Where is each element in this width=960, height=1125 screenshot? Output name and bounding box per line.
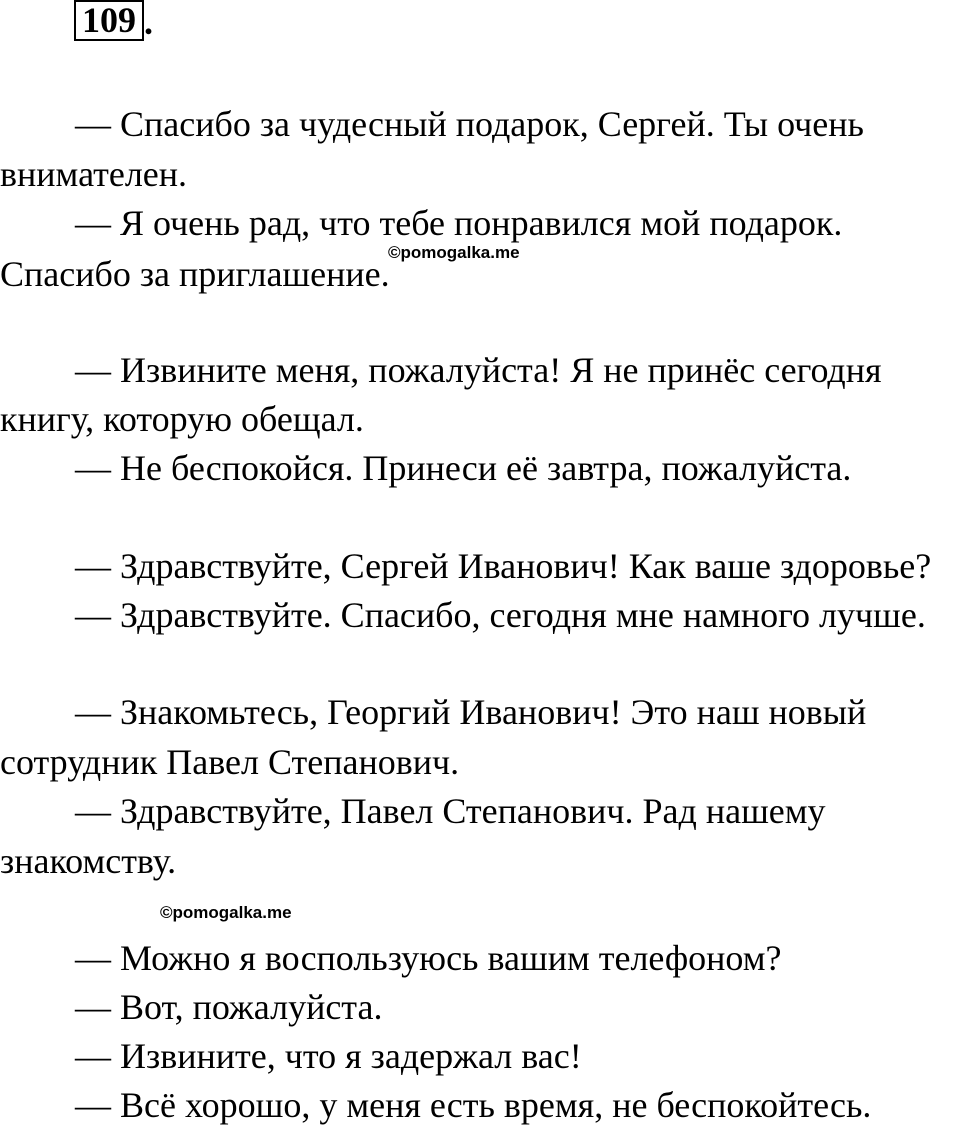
exercise-number [74,0,153,42]
watermark: ©pomogalka.me [160,903,292,922]
dialogue-line-continuation: внимателен. [0,154,188,194]
dialogue-line: — Спасибо за чудесный подарок, Сергей. Ты очень [75,104,864,144]
dialogue-line: — Здравствуйте. Спасибо, сегодня мне намного лучше. [75,595,926,635]
dialogue-line: — Всё хорошо, у меня есть время, не беспокойтесь. [75,1085,872,1125]
dialogue-line: — Здравствуйте, Павел Степанович. Рад нашему [75,791,826,831]
dialogue-line: — Здравствуйте, Сергей Иванович! Как ваше здоровье? [75,546,932,586]
exercise-number-dot: . [144,2,153,42]
dialogue-line: — Я очень рад, что тебе понравился мой подарок. [75,203,843,243]
dialogue-line: — Извините меня, пожалуйста! Я не принёс сегодня [75,350,882,390]
dialogue-line: — Можно я воспользуюсь вашим телефоном? [75,938,782,978]
dialogue-line-continuation: книгу, которую обещал. [0,399,364,439]
dialogue-line: — Не беспокойся. Принеси её завтра, пожалуйста. [75,448,852,488]
exercise-number-box: 109 [74,0,144,41]
dialogue-line: — Знакомьтесь, Георгий Иванович! Это наш новый [75,692,867,732]
dialogue-line: — Извините, что я задержал вас! [75,1036,582,1076]
dialogue-line-continuation: сотрудник Павел Степанович. [0,742,460,782]
dialogue-line-continuation: знакомству. [0,841,177,881]
watermark: ©pomogalka.me [388,243,520,262]
dialogue-line: — Вот, пожалуйста. [75,987,383,1027]
dialogue-line-continuation: Спасибо за приглашение. [0,254,390,294]
